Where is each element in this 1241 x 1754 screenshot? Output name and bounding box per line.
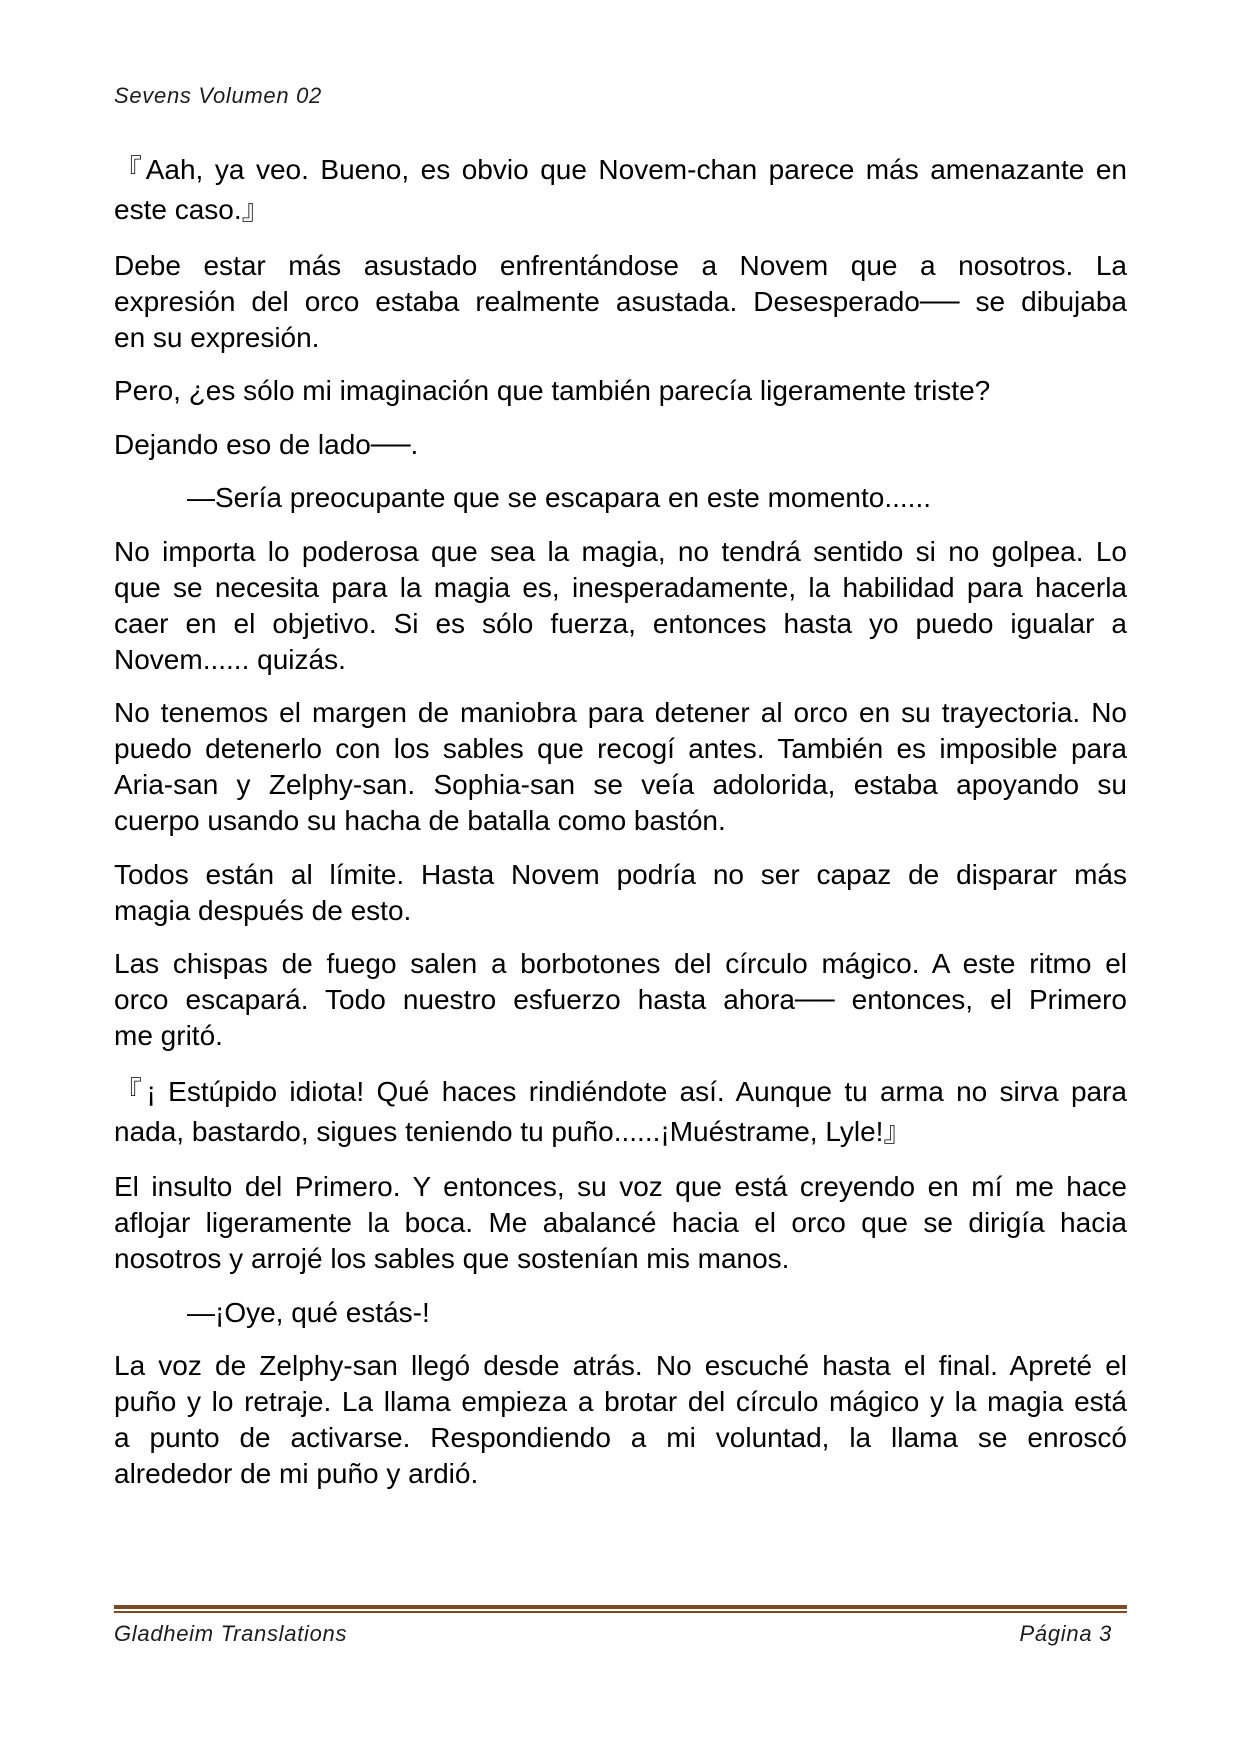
- narration-paragraph: [114, 1169, 1127, 1277]
- dialogue-paragraph: [114, 1295, 1127, 1331]
- paragraph-line: Dejando eso de lado──.: [114, 428, 419, 460]
- page-number: Página 3: [1019, 1621, 1112, 1646]
- paragraph-line: —Sería preocupante que se escapara en este momento......: [187, 482, 931, 513]
- paragraph-line: puedo detenerlo con los sables que recogí antes. También es imposible para: [114, 733, 1127, 764]
- paragraph-line: —¡Oye, qué estás-!: [187, 1296, 430, 1328]
- paragraph-line: me gritó.: [114, 1020, 223, 1051]
- paragraph-line: magia después de esto.: [114, 894, 412, 926]
- paragraph-line: alrededor de mi puño y ardió.: [114, 1458, 479, 1489]
- narration-paragraph: [114, 248, 1127, 356]
- paragraph-line: expresión del orco estaba realmente asustada. Desesperado── se dibujaba: [114, 285, 1127, 317]
- dialogue-paragraph: [114, 480, 1127, 516]
- paragraph-line: No tenemos el margen de maniobra para detener al orco en su trayectoria. No: [114, 697, 1127, 728]
- footer-rule-thin: [114, 1611, 1127, 1613]
- paragraph-line: cuerpo usando su hacha de batalla como bastón.: [114, 805, 726, 836]
- narration-paragraph: [114, 373, 1127, 409]
- body-text: [114, 150, 1127, 1510]
- running-header: Sevens Volumen 02: [114, 83, 322, 108]
- footer-credit: Gladheim Translations: [114, 1621, 348, 1646]
- paragraph-line: aflojar ligeramente la boca. Me abalancé hacia el orco que se dirigía hacia: [114, 1207, 1127, 1238]
- narration-paragraph: [114, 534, 1127, 678]
- paragraph-line: Todos están al límite. Hasta Novem podría no ser capaz de disparar más: [114, 858, 1127, 890]
- paragraph-line: La voz de Zelphy-san llegó desde atrás. No escuché hasta el final. Apreté el: [114, 1350, 1127, 1381]
- paragraph-line: a punto de activarse. Respondiendo a mi voluntad, la llama se enroscó: [114, 1422, 1127, 1453]
- paragraph-line: No importa lo poderosa que sea la magia, no tendrá sentido si no golpea. Lo: [114, 535, 1127, 567]
- paragraph-line: 『¡ Estúpido idiota! Qué haces rindiéndote así. Aunque tu arma no sirva para: [114, 1075, 1127, 1107]
- paragraph-line: nosotros y arrojé los sables que sostenían mis manos.: [114, 1243, 790, 1274]
- narration-paragraph: [114, 695, 1127, 839]
- narration-paragraph: [114, 946, 1127, 1054]
- paragraph-line: puño y lo retraje. La llama empieza a brotar del círculo mágico y la magia está: [114, 1386, 1127, 1417]
- paragraph-line: que se necesita para la magia es, inesperadamente, la habilidad para hacerla: [114, 571, 1127, 603]
- bracket-dialogue-paragraph: [114, 150, 1127, 230]
- paragraph-line: nada, bastardo, sigues teniendo tu puño......¡Muéstrame, Lyle!』: [114, 1115, 912, 1147]
- narration-paragraph: [114, 1348, 1127, 1492]
- paragraph-line: en su expresión.: [114, 321, 320, 353]
- paragraph-line: 『Aah, ya veo. Bueno, es obvio que Novem-chan parece más amenazante en: [114, 154, 1127, 185]
- bracket-dialogue-paragraph: [114, 1072, 1127, 1152]
- narration-paragraph: [114, 857, 1127, 929]
- narration-paragraph: [114, 427, 1127, 463]
- paragraph-line: orco escapará. Todo nuestro esfuerzo hasta ahora── entonces, el Primero: [114, 984, 1127, 1015]
- paragraph-line: Pero, ¿es sólo mi imaginación que también parecía ligeramente triste?: [114, 375, 991, 406]
- paragraph-line: Novem...... quizás.: [114, 643, 346, 675]
- paragraph-line: caer en el objetivo. Si es sólo fuerza, entonces hasta yo puedo igualar a: [114, 607, 1127, 639]
- paragraph-line: El insulto del Primero. Y entonces, su voz que está creyendo en mí me hace: [114, 1171, 1127, 1202]
- paragraph-line: Las chispas de fuego salen a borbotones del círculo mágico. A este ritmo el: [114, 948, 1127, 979]
- paragraph-line: este caso.』: [114, 194, 270, 225]
- paragraph-line: Aria-san y Zelphy-san. Sophia-san se veía adolorida, estaba apoyando su: [114, 769, 1127, 800]
- footer-rule-thick: [114, 1605, 1127, 1609]
- paragraph-line: Debe estar más asustado enfrentándose a Novem que a nosotros. La: [114, 249, 1127, 281]
